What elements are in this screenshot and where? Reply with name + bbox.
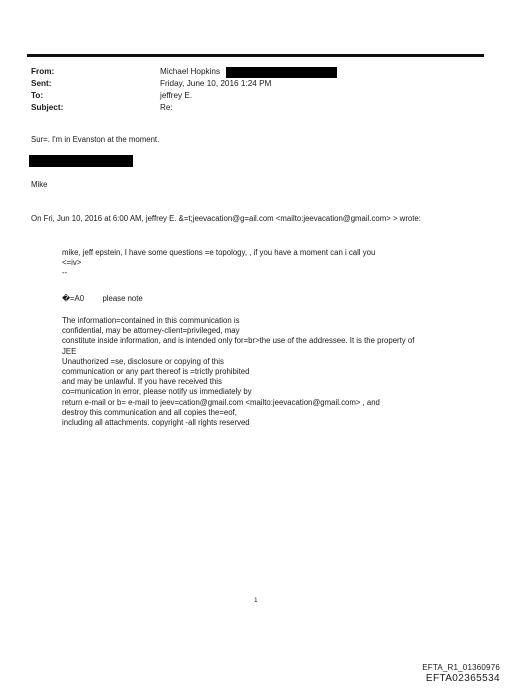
- div-tag: <=iv>: [62, 258, 82, 268]
- from-value: Michael Hopkins: [160, 67, 221, 76]
- disclaimer-line: including all attachments. copyright -all rights reserved: [62, 418, 250, 428]
- please-note-prefix: �=A0: [62, 294, 85, 303]
- reply-text: Sur=. I'm in Evanston at the moment.: [31, 135, 160, 144]
- quoted-text: mike, jeff epstein, I have some questions =e topology, , if you have a moment can i call you: [62, 248, 376, 257]
- please-note-line: [62, 294, 143, 304]
- sent-label: Sent:: [31, 79, 52, 88]
- subject-value: Re:: [160, 103, 173, 112]
- header-rule: [27, 54, 484, 57]
- disclaimer-line: co=munication in error, please notify us immediately by: [62, 387, 252, 397]
- sent-value: Friday, June 10, 2016 1:24 PM: [160, 79, 272, 88]
- disclaimer: [62, 316, 414, 428]
- page-number: 1: [254, 597, 258, 604]
- disclaimer-line: confidential, may be attorney-client=privileged, may: [62, 326, 240, 336]
- quoted-message: [62, 248, 375, 279]
- bates-number-2: EFTA02365534: [425, 673, 500, 684]
- disclaimer-line: JEE: [62, 346, 77, 356]
- bates-number-1: EFTA_R1_01360976: [422, 663, 500, 672]
- disclaimer-line: and may be unlawful. If you have received this: [62, 377, 222, 387]
- quote-header: On Fri, Jun 10, 2016 at 6:00 AM, jeffrey E. &=t;jeevacation@g=ail.com <mailto:jeevacation@gmail.com> > wrote:: [31, 214, 421, 223]
- disclaimer-line: The information=contained in this communication is: [62, 316, 240, 325]
- redaction-bar: [226, 67, 337, 78]
- disclaimer-line: destroy this communication and all copies the=eof,: [62, 407, 237, 417]
- disclaimer-line: Unauthorized =se, disclosure or copying of this: [62, 356, 224, 366]
- redaction-bar: [29, 155, 133, 167]
- disclaimer-line: constitute inside information, and is intended only for=br>the use of the addressee. It is the property of: [62, 336, 415, 346]
- subject-label: Subject:: [31, 103, 64, 112]
- from-label: From:: [31, 67, 55, 76]
- disclaimer-line: return e-mail or b= e-mail to jeev=cation@gmail.com <mailto:jeevacation@gmail.com> , and: [62, 397, 380, 407]
- disclaimer-line: communication or any part thereof is =trictly prohibited: [62, 367, 250, 377]
- to-value: jeffrey E.: [160, 91, 193, 100]
- dashes: --: [62, 268, 68, 278]
- to-label: To:: [31, 91, 44, 100]
- signoff: Mike: [31, 180, 48, 189]
- please-note: please note: [102, 294, 143, 303]
